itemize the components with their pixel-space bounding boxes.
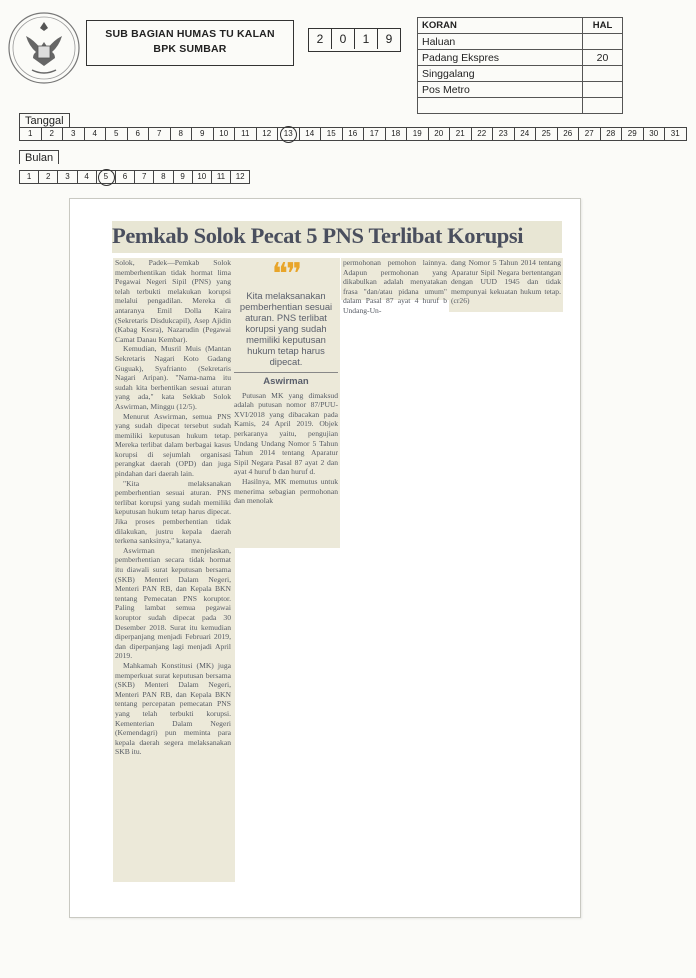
day-cell: 9 [192, 128, 214, 140]
newspaper-table-header [418, 18, 623, 34]
article-column-1 [113, 258, 235, 882]
newspaper-name: Singgalang [418, 66, 583, 82]
newspaper-page [583, 98, 623, 114]
tanggal-label: Tanggal [19, 113, 70, 127]
day-cell: 22 [472, 128, 494, 140]
month-cell: 10 [193, 171, 212, 183]
newspaper-table [417, 17, 623, 114]
hal-header: HAL [583, 18, 623, 34]
article-paragraph: "Kita melaksanakan pemberhentian sesuai aturan. PNS terlibat korupsi yang sudah memiliki keputusan hukum tetap harus dipecat. Jika proses pemberhentian tidak dilakukan, justru kepala daerah terkena sanksinya," katanya. [115, 478, 231, 546]
article-paragraph: Aswirman menjelaskan, pemberhentian secara tidak hormat itu diawali surat keputusan bersama (SKB) Menteri Dalam Negeri, Menteri PAN RB, dan Kepala BKN tentang Pemecatan PNS koruptor. Paling lambat semua pegawai koruptor sudah dipecat pada 30 Desember 2018. Surat itu kemudian diperpanjang menjadi Februari 2019, dan diperpanjang lagi menjadi April 2019. [115, 545, 231, 661]
article-paragraph: Menurut Aswirman, semua PNS yang sudah dipecat tersebut sudah memiliki keputusan hukum tetap. Mereka terlibat dalam berbagai kasus korupsi di sejumlah organisasi perangkat daerah (OPD) dan juga pindahan dari daerah lain. [115, 411, 231, 479]
article-paragraph: permohonan pemohon lainnya. Adapun permohonan yang dikabulkan adalah menyatakan frasa "dan/atau pidana umum" dalam Pasal 87 ayat 4 huruf b Undang-Un- [343, 258, 447, 315]
article-headline: Pemkab Solok Pecat 5 PNS Terlibat Korupsi [112, 223, 524, 248]
article-paragraph: Putusan MK yang dimaksud adalah putusan nomor 87/PUU-XVI/2018 yang dibacakan pada Kamis, 24 April 2019. Objek perkaranya yaitu, pengujian Undang Undang Nomor 5 Tahun Tahun 2014 tentang Aparatur Sipil Negara Pasal 87 ayat 2 dan ayat 4 huruf b dan huruf d. [234, 390, 338, 477]
article-paragraph: Solok, Padek—Pemkab Solok memberhentikan tidak hormat lima Pegawai Negeri Sipil (PNS) yang telah terbukti melakukan korupsi melalui pengadilan. Mereka di antaranya Emil Dolla Kaira (Sekretaris Disdukcapil), Asep Ajidin (Kabag Kesra), Nazarudin (Pegawai Camat Danau Kembar). [115, 258, 231, 344]
article-column-3 [341, 258, 449, 315]
article-column-2 [232, 258, 340, 548]
article-paragraph: dang Nomor 5 Tahun 2014 tentang Aparatur Sipil Negara bertentangan dengan UUD 1945 dan tidak mempunyai kekuatan hukum tetap. (cr26) [451, 258, 561, 306]
day-cell: 12 [257, 128, 279, 140]
day-cell: 8 [171, 128, 193, 140]
day-cell: 2 [42, 128, 64, 140]
day-cell: 15 [321, 128, 343, 140]
day-cell: 5 [106, 128, 128, 140]
koran-header: KORAN [418, 18, 583, 34]
pull-quote: Kita melaksanakan pemberhentian sesuai aturan. PNS terlibat korupsi yang sudah memiliki keputusan hukum tetap harus dipecat. [239, 290, 333, 367]
office-box [86, 20, 294, 66]
day-cell: 4 [85, 128, 107, 140]
bulan-label: Bulan [19, 150, 59, 164]
day-cell: 11 [235, 128, 257, 140]
month-cell: 11 [212, 171, 231, 183]
article-paragraph: Hasilnya, MK memutus untuk menerima sebagian permohonan dan menolak [234, 476, 338, 506]
month-cell: 4 [78, 171, 97, 183]
article-paragraph: Kemudian, Musril Muis (Mantan Sekretaris Nagari Koto Gadang Guguak), Syafrianto (Sekretaris Nagari Aripan). "Nama-nama itu sudah kita berhentikan sesuai aturan yang ada," kata Sekkab Solok Aswirman, Minggu (12/5). [115, 344, 231, 411]
month-cell: 1 [20, 171, 39, 183]
pull-quote-author: Aswirman [234, 372, 338, 387]
month-cell: 7 [135, 171, 154, 183]
day-cell: 20 [429, 128, 451, 140]
table-row [418, 66, 623, 82]
month-cell: 6 [116, 171, 135, 183]
day-cell: 16 [343, 128, 365, 140]
day-cell: 10 [214, 128, 236, 140]
day-cell: 7 [149, 128, 171, 140]
newspaper-name: Pos Metro [418, 82, 583, 98]
newspaper-page [583, 82, 623, 98]
office-line-2: BPK SUMBAR [153, 43, 227, 55]
tanggal-row [19, 127, 687, 141]
day-cell: 23 [493, 128, 515, 140]
month-cell: 8 [154, 171, 173, 183]
article-paragraph: Mahkamah Konstitusi (MK) juga memperkuat surat keputusan bersama (SKB) Menteri Dalam Negeri, Menteri PAN RB, dan Kepala BKN tentang percepatan pemecatan PNS yang telah terbukti korupsi. Kementerian Dalam Negeri (Kemendagri) pun meminta para kepala daerah segera melaksanakan SKB itu. [115, 660, 231, 757]
newspaper-name [418, 98, 583, 114]
day-cell: 13 [278, 128, 300, 140]
year-digit: 9 [385, 32, 393, 46]
day-cell: 1 [20, 128, 42, 140]
day-cell: 17 [364, 128, 386, 140]
month-cell: 12 [235, 172, 245, 181]
year-digit: 2 [309, 29, 332, 49]
day-cell: 28 [601, 128, 623, 140]
newspaper-page [583, 34, 623, 50]
table-row [418, 98, 623, 114]
day-cell: 31 [670, 129, 680, 138]
month-cell: 3 [58, 171, 77, 183]
article-column-4 [449, 258, 563, 312]
table-row [418, 50, 623, 66]
month-cell: 9 [174, 171, 193, 183]
office-line-1: SUB BAGIAN HUMAS TU KALAN [105, 28, 275, 40]
day-cell: 25 [536, 128, 558, 140]
table-row [418, 34, 623, 50]
day-cell: 24 [515, 128, 537, 140]
day-cell: 27 [579, 128, 601, 140]
bulan-row [19, 170, 250, 184]
newspaper-name: Haluan [418, 34, 583, 50]
day-cell: 18 [386, 128, 408, 140]
newspaper-page [583, 66, 623, 82]
year-digit: 0 [332, 29, 355, 49]
day-cell: 3 [63, 128, 85, 140]
month-cell: 5 [97, 171, 116, 183]
day-cell: 30 [644, 128, 666, 140]
day-cell: 19 [407, 128, 429, 140]
day-cell: 21 [450, 128, 472, 140]
day-cell: 26 [558, 128, 580, 140]
year-digit: 1 [355, 29, 378, 49]
newspaper-page: 20 [583, 50, 623, 66]
quote-mark-icon: ❝❞ [271, 257, 301, 292]
table-row [418, 82, 623, 98]
day-cell: 29 [622, 128, 644, 140]
month-cell: 2 [39, 171, 58, 183]
year-box [308, 28, 401, 52]
garuda-emblem-icon [6, 6, 82, 92]
day-cell: 14 [300, 128, 322, 140]
day-cell: 6 [128, 128, 150, 140]
newspaper-name: Padang Ekspres [418, 50, 583, 66]
